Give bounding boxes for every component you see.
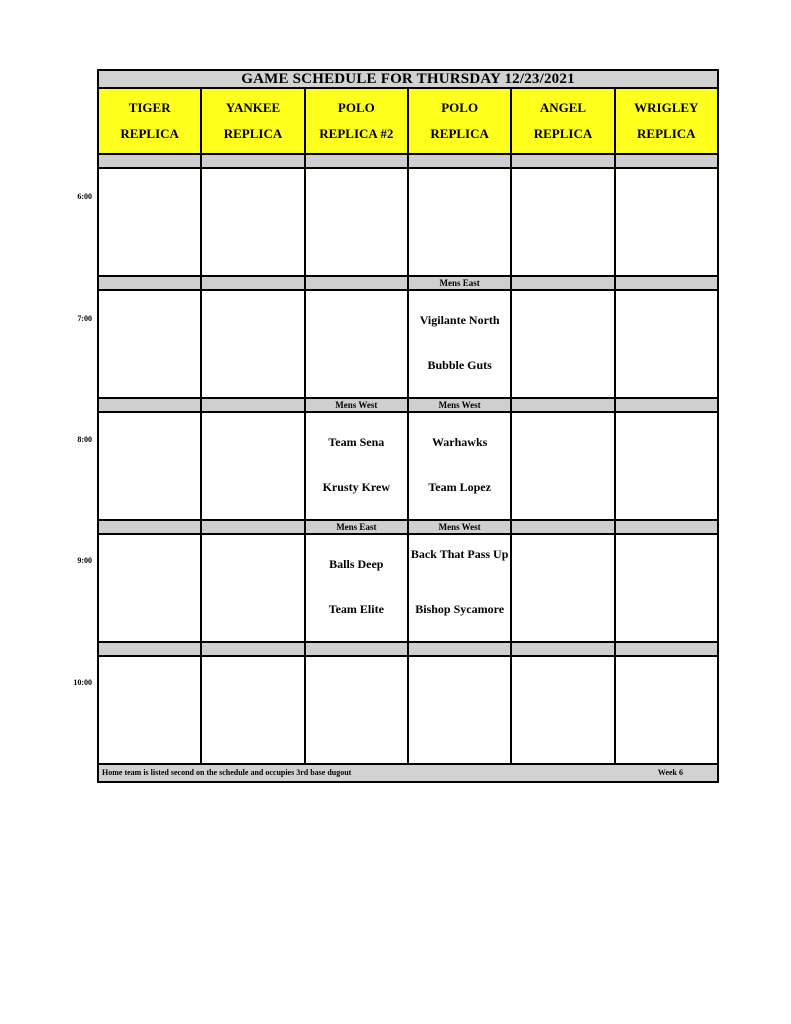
division-label bbox=[616, 155, 717, 167]
division-label bbox=[512, 277, 615, 289]
division-label bbox=[306, 643, 409, 655]
division-label bbox=[202, 155, 305, 167]
game-cell bbox=[202, 291, 305, 397]
division-label bbox=[409, 643, 512, 655]
slots-container bbox=[97, 153, 719, 763]
game-cell bbox=[202, 413, 305, 519]
game-cell bbox=[616, 291, 717, 397]
game-cell bbox=[512, 657, 615, 763]
away-team: Back That Pass Up bbox=[410, 547, 509, 561]
game-cell bbox=[512, 535, 615, 641]
schedule-sheet bbox=[97, 69, 719, 783]
game-row bbox=[97, 657, 719, 763]
away-team: Vigilante North bbox=[419, 313, 500, 327]
game-cell bbox=[202, 535, 305, 641]
time-label-9: 9:00 bbox=[77, 556, 92, 565]
division-label bbox=[202, 643, 305, 655]
division-label bbox=[512, 521, 615, 533]
division-label bbox=[202, 399, 305, 411]
time-label-8: 8:00 bbox=[77, 435, 92, 444]
field-header-row bbox=[97, 89, 719, 153]
time-label-10: 10:00 bbox=[73, 678, 92, 687]
schedule-title: GAME SCHEDULE FOR THURSDAY 12/23/2021 bbox=[97, 69, 719, 89]
division-label bbox=[306, 155, 409, 167]
game-cell bbox=[306, 169, 409, 275]
game-row bbox=[97, 413, 719, 519]
schedule-footer bbox=[97, 763, 719, 783]
game-cell bbox=[512, 413, 615, 519]
game-cell bbox=[99, 169, 202, 275]
away-team: Warhawks bbox=[431, 435, 488, 449]
division-label bbox=[306, 277, 409, 289]
division-band bbox=[97, 641, 719, 657]
game-cell bbox=[409, 535, 512, 641]
game-row bbox=[97, 169, 719, 275]
home-team: Team Elite bbox=[328, 602, 384, 616]
division-label bbox=[512, 643, 615, 655]
division-label bbox=[616, 277, 717, 289]
game-cell bbox=[306, 413, 409, 519]
game-cell bbox=[306, 657, 409, 763]
division-label: Mens West bbox=[409, 399, 512, 411]
division-label bbox=[409, 155, 512, 167]
division-label bbox=[616, 643, 717, 655]
footer-note: Home team is listed second on the schedule and occupies 3rd base dugout bbox=[102, 768, 352, 777]
division-label bbox=[99, 643, 202, 655]
field-header: YANKEE REPLICA bbox=[202, 89, 305, 153]
game-row bbox=[97, 535, 719, 641]
division-label bbox=[512, 155, 615, 167]
division-label bbox=[616, 521, 717, 533]
away-team: Balls Deep bbox=[329, 557, 384, 571]
field-header: POLO REPLICA bbox=[409, 89, 512, 153]
division-label bbox=[512, 399, 615, 411]
division-band bbox=[97, 519, 719, 535]
division-label: Mens West bbox=[409, 521, 512, 533]
game-cell bbox=[616, 535, 717, 641]
game-cell bbox=[616, 169, 717, 275]
game-cell bbox=[616, 413, 717, 519]
division-band bbox=[97, 397, 719, 413]
home-team: Bishop Sycamore bbox=[415, 602, 505, 616]
home-team: Krusty Krew bbox=[322, 480, 391, 494]
home-team: Bubble Guts bbox=[427, 358, 492, 372]
field-header: POLO REPLICA #2 bbox=[306, 89, 409, 153]
division-label bbox=[202, 521, 305, 533]
division-label bbox=[99, 277, 202, 289]
game-cell bbox=[512, 169, 615, 275]
field-header: WRIGLEY REPLICA bbox=[616, 89, 717, 153]
game-row bbox=[97, 291, 719, 397]
game-cell bbox=[99, 291, 202, 397]
division-label bbox=[99, 521, 202, 533]
home-team: Team Lopez bbox=[428, 480, 491, 494]
away-team: Team Sena bbox=[328, 435, 385, 449]
game-cell bbox=[99, 535, 202, 641]
game-cell bbox=[306, 535, 409, 641]
division-label: Mens West bbox=[306, 399, 409, 411]
division-label bbox=[99, 399, 202, 411]
division-band bbox=[97, 275, 719, 291]
division-label bbox=[616, 399, 717, 411]
division-label: Mens East bbox=[409, 277, 512, 289]
field-header: ANGEL REPLICA bbox=[512, 89, 615, 153]
game-cell bbox=[409, 169, 512, 275]
week-label: Week 6 bbox=[657, 768, 683, 777]
game-cell bbox=[202, 169, 305, 275]
game-cell bbox=[306, 291, 409, 397]
game-cell bbox=[512, 291, 615, 397]
game-cell bbox=[202, 657, 305, 763]
game-cell bbox=[616, 657, 717, 763]
game-cell bbox=[99, 657, 202, 763]
game-cell bbox=[409, 413, 512, 519]
division-label bbox=[99, 155, 202, 167]
game-cell bbox=[99, 413, 202, 519]
field-header: TIGER REPLICA bbox=[99, 89, 202, 153]
division-label bbox=[202, 277, 305, 289]
game-cell bbox=[409, 657, 512, 763]
division-band bbox=[97, 153, 719, 169]
division-label: Mens East bbox=[306, 521, 409, 533]
game-cell bbox=[409, 291, 512, 397]
time-label-6: 6:00 bbox=[77, 192, 92, 201]
time-label-7: 7:00 bbox=[77, 314, 92, 323]
